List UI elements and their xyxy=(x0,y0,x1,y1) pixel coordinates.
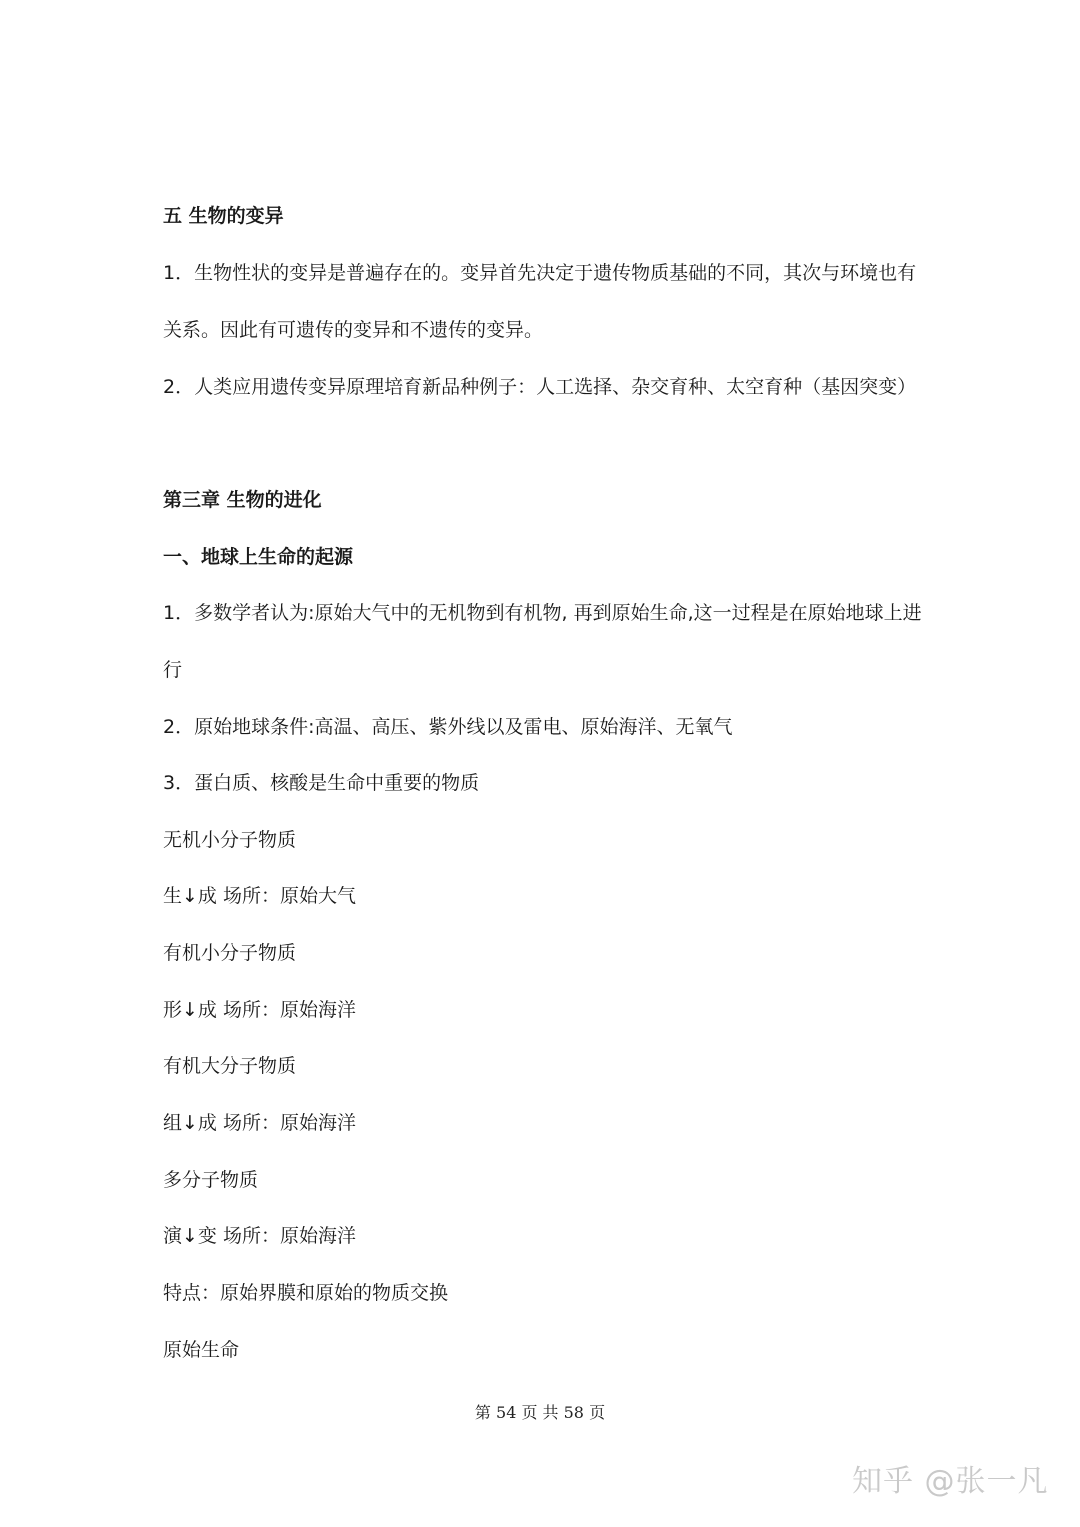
watermark: 知乎 @张一凡 xyxy=(852,1464,1049,1499)
item1-line2: 行 xyxy=(163,659,183,681)
section5-paragraph1-line2: 关系。因此有可遗传的变异和不遗传的变异。 xyxy=(163,319,544,341)
flow-line: 组↓成 场所：原始海洋 xyxy=(163,1112,356,1134)
subsection-heading: 一、地球上生命的起源 xyxy=(163,546,354,568)
chapter-title: 第三章 生物的进化 xyxy=(163,489,322,511)
flow-line: 无机小分子物质 xyxy=(163,829,297,851)
flow-line: 有机大分子物质 xyxy=(163,1055,297,1077)
flow-line: 原始生命 xyxy=(163,1339,240,1361)
item1-line1: 1．多数学者认为:原始大气中的无机物到有机物, 再到原始生命,这一过程是在原始地球上进 xyxy=(163,602,922,624)
item3: 3．蛋白质、核酸是生命中重要的物质 xyxy=(163,772,480,794)
flow-line: 有机小分子物质 xyxy=(163,942,297,964)
page-footer: 第 54 页 共 58 页 xyxy=(474,1403,606,1422)
section5-paragraph1-line1: 1．生物性状的变异是普遍存在的。变异首先决定于遗传物质基础的不同，其次与环境也有 xyxy=(163,262,917,284)
flow-line: 演↓变 场所：原始海洋 xyxy=(163,1225,356,1247)
item2: 2．原始地球条件:高温、高压、紫外线以及雷电、原始海洋、无氧气 xyxy=(163,716,733,738)
flow-line: 多分子物质 xyxy=(163,1169,259,1191)
flow-line: 生↓成 场所：原始大气 xyxy=(163,885,356,907)
section5-paragraph2: 2．人类应用遗传变异原理培育新品种例子：人工选择、杂交育种、太空育种（基因突变） xyxy=(163,376,917,398)
flow-line: 特点：原始界膜和原始的物质交换 xyxy=(163,1282,449,1304)
flow-line: 形↓成 场所：原始海洋 xyxy=(163,999,356,1021)
section5-heading: 五 生物的变异 xyxy=(163,205,284,227)
